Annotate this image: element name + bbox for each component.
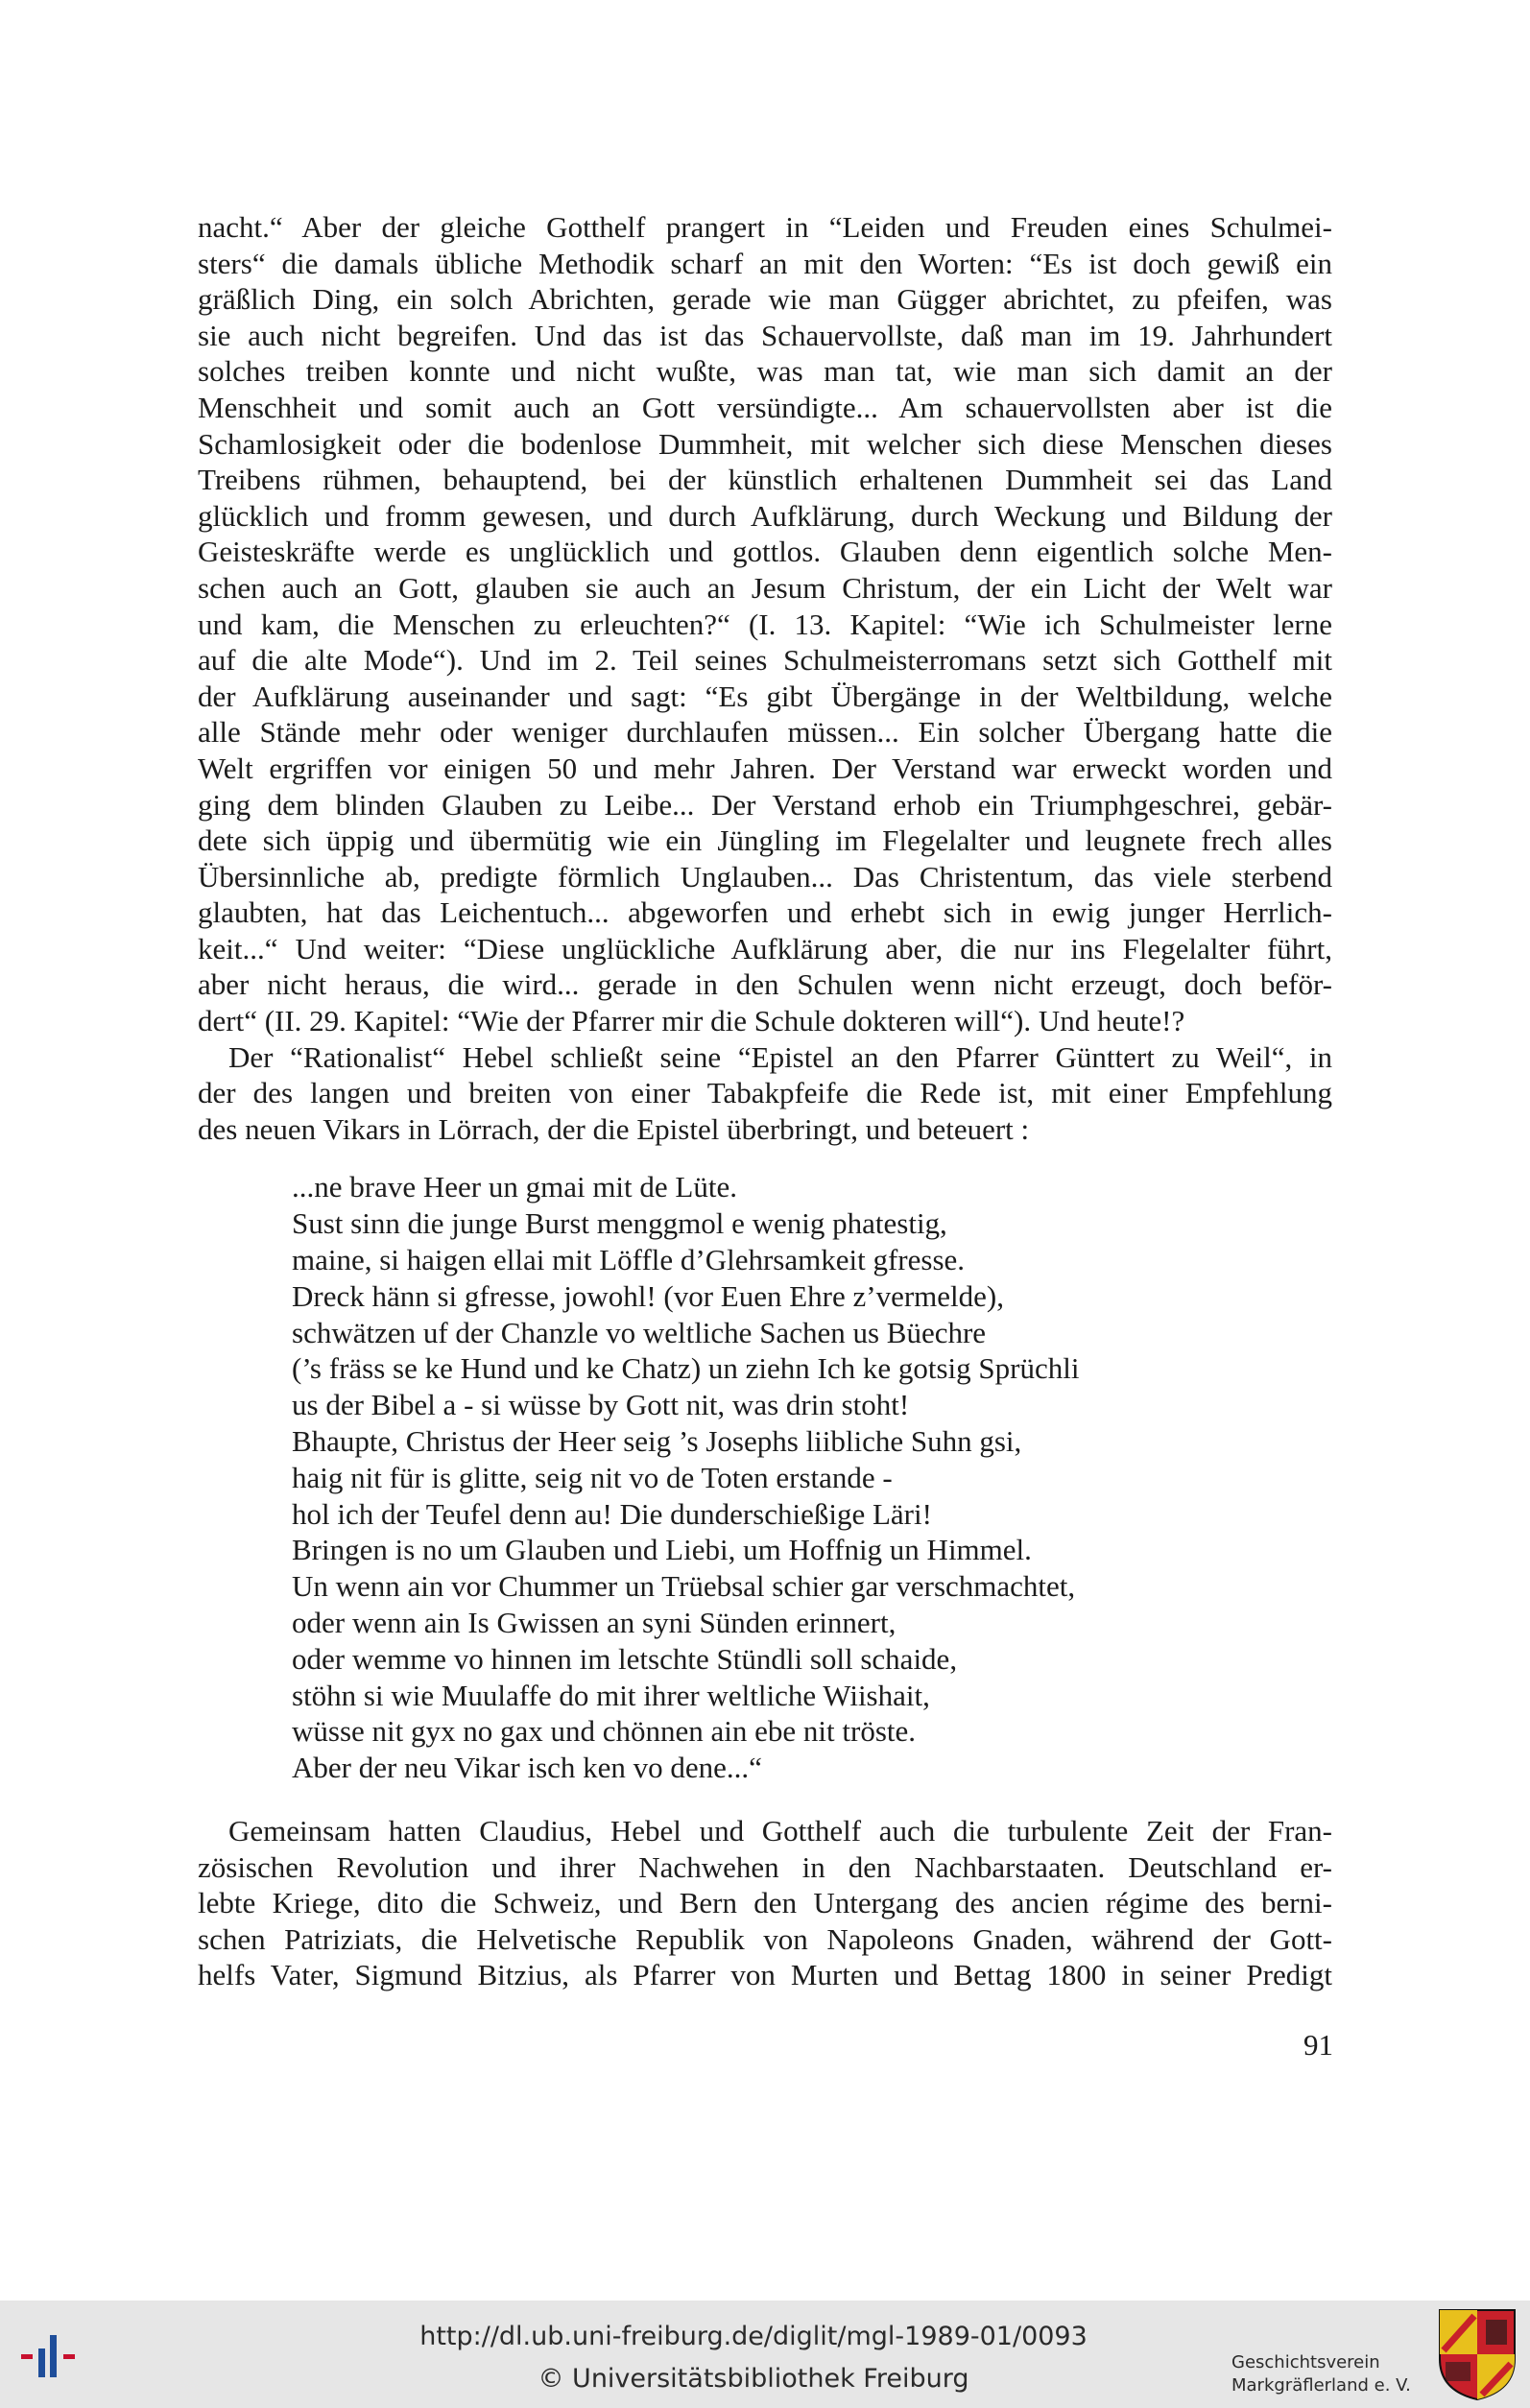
text-line: glücklich und fromm gewesen, und durch Aufklärung, durch Weckung und Bildung der bbox=[198, 498, 1332, 533]
text-line: schen auch an Gott, glauben sie auch an Jesum Christum, der ein Licht der Welt war bbox=[198, 570, 1332, 605]
text-line: glaubten, hat das Leichentuch... abgeworfen und erhebt sich in ewig junger Herrlich- bbox=[198, 895, 1332, 930]
text-line: helfs Vater, Sigmund Bitzius, als Pfarrer von Murten und Bettag 1800 in seiner Predigt bbox=[198, 1958, 1332, 1992]
verse-line: Aber der neu Vikar isch ken vo dene...“ bbox=[292, 1751, 762, 1785]
page-number: 91 bbox=[1303, 2028, 1333, 2062]
text-line: dert“ (II. 29. Kapitel: “Wie der Pfarrer mir die Schule dokteren will“). Und heute!? bbox=[198, 1004, 1185, 1038]
text-line: des neuen Vikars in Lörrach, der die Epistel überbringt, und beteuert : bbox=[198, 1111, 1030, 1146]
paragraph-3 bbox=[198, 1813, 1332, 1993]
verse-line: wüsse nit gyx no gax und chönnen ain ebe nit tröste. bbox=[292, 1714, 917, 1749]
text-line: sie auch nicht begreifen. Und das ist das Schauervollste, daß man im 19. Jahrhundert bbox=[198, 318, 1332, 352]
verse-line: maine, si haigen ellai mit Löffle d’Glehrsamkeit gfresse. bbox=[292, 1243, 966, 1277]
text-line: Geisteskräfte werde es unglücklich und gottlos. Glauben denn eigentlich solche Men- bbox=[198, 535, 1332, 569]
text-line: und kam, die Menschen zu erleuchten?“ (I. 13. Kapitel: “Wie ich Schulmeister lerne bbox=[198, 607, 1332, 641]
text-line: schen Patriziats, die Helvetische Republik von Napoleons Gnaden, während der Gott- bbox=[198, 1921, 1332, 1956]
text-line: Übersinnliche ab, predigte förmlich Unglauben... Das Christentum, das viele sterbend bbox=[198, 859, 1332, 894]
text-line: Gemeinsam hatten Claudius, Hebel und Gotthelf auch die turbulente Zeit der Fran- bbox=[228, 1813, 1332, 1848]
verse-line: Bhaupte, Christus der Heer seig ’s Josephs liibliche Suhn gsi, bbox=[292, 1424, 1022, 1459]
society-line-2: Markgräflerland e. V. bbox=[1231, 2375, 1411, 2396]
text-line: der Aufklärung auseinander und sagt: “Es gibt Übergänge in der Weltbildung, welche bbox=[198, 679, 1332, 713]
verse-line: oder wenn ain Is Gwissen an syni Sünden erinnert, bbox=[292, 1606, 896, 1639]
verse-line: us der Bibel a - si wüsse by Gott nit, was drin stoht! bbox=[292, 1388, 910, 1422]
copyright-text: © Universitätsbibliothek Freiburg bbox=[538, 2364, 969, 2394]
text-line: Menschheit und somit auch an Gott versündigte... Am schauervollsten aber ist die bbox=[198, 390, 1332, 424]
society-line-1: Geschichtsverein bbox=[1231, 2352, 1380, 2372]
society-name bbox=[1231, 2351, 1423, 2397]
paragraph-2 bbox=[198, 1039, 1332, 1148]
verse-line: Sust sinn die junge Burst menggmol e wenig phatestig, bbox=[292, 1206, 947, 1241]
text-line: auf die alte Mode“). Und im 2. Teil seines Schulmeisterromans setzt sich Gotthelf mit bbox=[198, 643, 1332, 678]
verse-line: stöhn si wie Muulaffe do mit ihrer weltliche Wiishait, bbox=[292, 1678, 930, 1712]
text-line: Der “Rationalist“ Hebel schließt seine “Epistel an den Pfarrer Günttert zu Weil“, in bbox=[228, 1039, 1332, 1074]
verse-line: ...ne brave Heer un gmai mit de Lüte. bbox=[292, 1170, 737, 1204]
verse-quote bbox=[292, 1169, 1332, 1786]
text-line: lebte Kriege, dito die Schweiz, und Bern den Untergang des ancien régime des berni- bbox=[198, 1886, 1332, 1920]
verse-line: Un wenn ain vor Chummer un Trüebsal schier gar verschmachtet, bbox=[292, 1569, 1076, 1604]
verse-line: Dreck hänn si gfresse, jowohl! (vor Euen Ehre z’vermelde), bbox=[292, 1278, 1004, 1313]
text-line: ging dem blinden Glauben zu Leibe... Der Verstand erhob ein Triumphgeschrei, gebär- bbox=[198, 787, 1332, 822]
text-line: Welt ergriffen vor einigen 50 und mehr Jahren. Der Verstand war erweckt worden und bbox=[198, 751, 1332, 785]
verse-line: (’s fräss se ke Hund und ke Chatz) un ziehn Ich ke gotsig Sprüchli bbox=[292, 1351, 1080, 1386]
text-line: zösischen Revolution und ihrer Nachwehen in den Nachbarstaaten. Deutschland er- bbox=[198, 1849, 1332, 1884]
text-line: nacht.“ Aber der gleiche Gotthelf prangert in “Leiden und Freuden eines Schulmei- bbox=[198, 210, 1332, 244]
footer-bar bbox=[0, 2301, 1530, 2408]
verse-line: oder wemme vo hinnen im letschte Stündli soll schaide, bbox=[292, 1641, 958, 1676]
source-url-link[interactable]: http://dl.ub.uni-freiburg.de/diglit/mgl-1989-01/0093 bbox=[419, 2322, 1088, 2351]
paragraph-1 bbox=[198, 209, 1332, 1039]
verse-line: hol ich der Teufel denn au! Die dunderschießige Läri! bbox=[292, 1496, 932, 1531]
text-line: sters“ die damals übliche Methodik scharf an mit den Worten: “Es ist doch gewiß ein bbox=[198, 246, 1332, 280]
text-line: alle Stände mehr oder weniger durchlaufen müssen... Ein solcher Übergang hatte die bbox=[198, 715, 1332, 750]
page-content bbox=[198, 209, 1332, 1993]
text-line: keit...“ Und weiter: “Diese unglückliche Aufklärung aber, die nur ins Flegelalter führt, bbox=[198, 931, 1332, 966]
text-line: aber nicht heraus, die wird... gerade in den Schulen wenn nicht erzeugt, doch beför- bbox=[198, 967, 1332, 1002]
coat-of-arms-icon[interactable] bbox=[1436, 2306, 1518, 2402]
text-line: gräßlich Ding, ein solch Abrichten, gerade wie man Gügger abrichtet, zu pfeifen, was bbox=[198, 282, 1332, 317]
verse-line: schwätzen uf der Chanzle vo weltliche Sachen us Büechre bbox=[292, 1315, 987, 1349]
text-line: solches treiben konnte und nicht wußte, was man tat, wie man sich damit an der bbox=[198, 354, 1332, 389]
text-line: Treibens rühmen, behauptend, bei der künstlich erhaltenen Dummheit sei das Land bbox=[198, 463, 1332, 497]
ub-freiburg-logo-icon[interactable] bbox=[21, 2335, 96, 2377]
text-line: der des langen und breiten von einer Tabakpfeife die Rede ist, mit einer Empfehlung bbox=[198, 1076, 1332, 1110]
verse-line: haig nit für is glitte, seig nit vo de Toten erstande - bbox=[292, 1460, 893, 1494]
verse-line: Bringen is no um Glauben und Liebi, um Hoffnig un Himmel. bbox=[292, 1533, 1032, 1567]
text-line: Schamlosigkeit oder die bodenlose Dummheit, mit welcher sich diese Menschen dieses bbox=[198, 426, 1332, 461]
text-line: dete sich üppig und übermütig wie ein Jüngling im Flegelalter und leugnete frech alles bbox=[198, 823, 1332, 858]
